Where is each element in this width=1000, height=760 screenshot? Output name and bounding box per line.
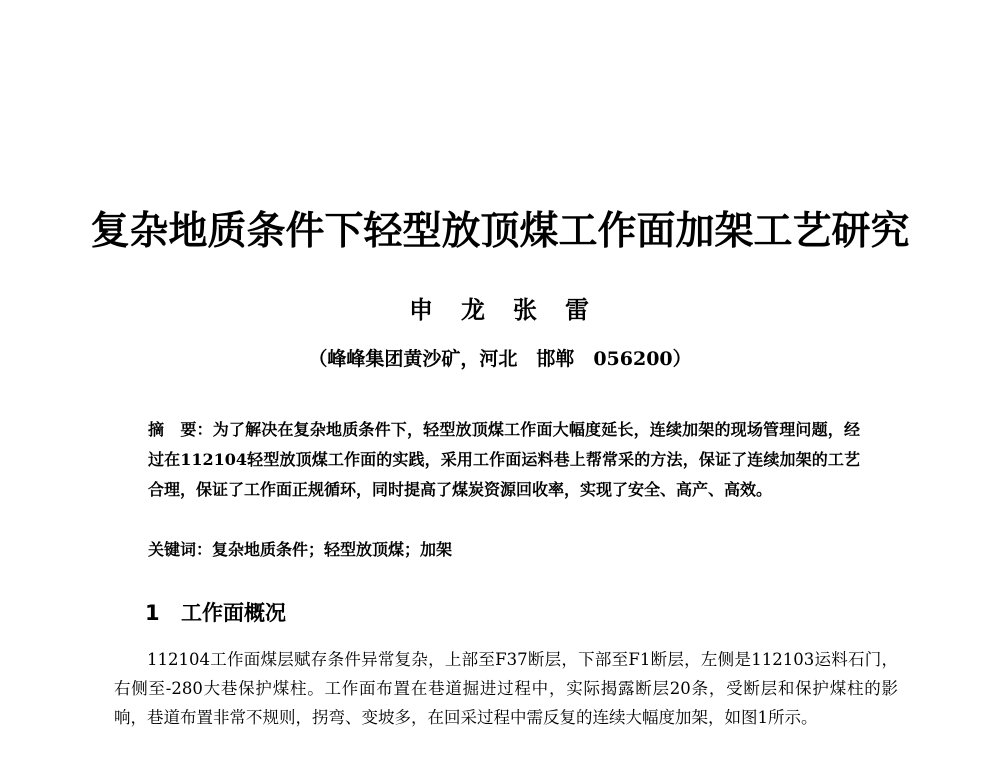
- section-number: 1: [145, 601, 160, 625]
- authors: 申 龙 张 雷: [409, 295, 591, 324]
- body-paragraph: 112104工作面煤层赋存条件异常复杂，上部至F37断层，下部至F1断层，左侧是112103运料石门，右侧至-280大巷保护煤柱。工作面布置在巷道掘进过程中，实际揭露断层20条，受断层和保护煤柱的影响，巷道布置非常不规则，拐弯、变坡多，在回采过程中需反复的连续大幅度加架，如图1所示。: [114, 650, 898, 727]
- paper-title: 复杂地质条件下轻型放顶煤工作面加架工艺研究: [90, 208, 910, 254]
- abstract: [148, 415, 860, 505]
- section-title: 工作面概况: [181, 601, 286, 625]
- keywords: [148, 535, 860, 565]
- abstract-text: 为了解决在复杂地质条件下，轻型放顶煤工作面大幅度延长，连续加架的现场管理问题，经过在112104轻型放顶煤工作面的实践，采用工作面运料巷上帮常采的方法，保证了连续加架的工艺合理，保证了工作面正规循环，同时提高了煤炭资源回收率，实现了安全、高产、高效。: [148, 420, 860, 499]
- affiliation: （峰峰集团黄沙矿，河北 邯郸 056200）: [308, 348, 692, 370]
- section-heading: [145, 597, 286, 627]
- keywords-text: 复杂地质条件；轻型放顶煤；加架: [212, 540, 453, 559]
- keywords-label: 关键词：: [148, 540, 213, 559]
- abstract-label: 摘 要：: [148, 420, 213, 439]
